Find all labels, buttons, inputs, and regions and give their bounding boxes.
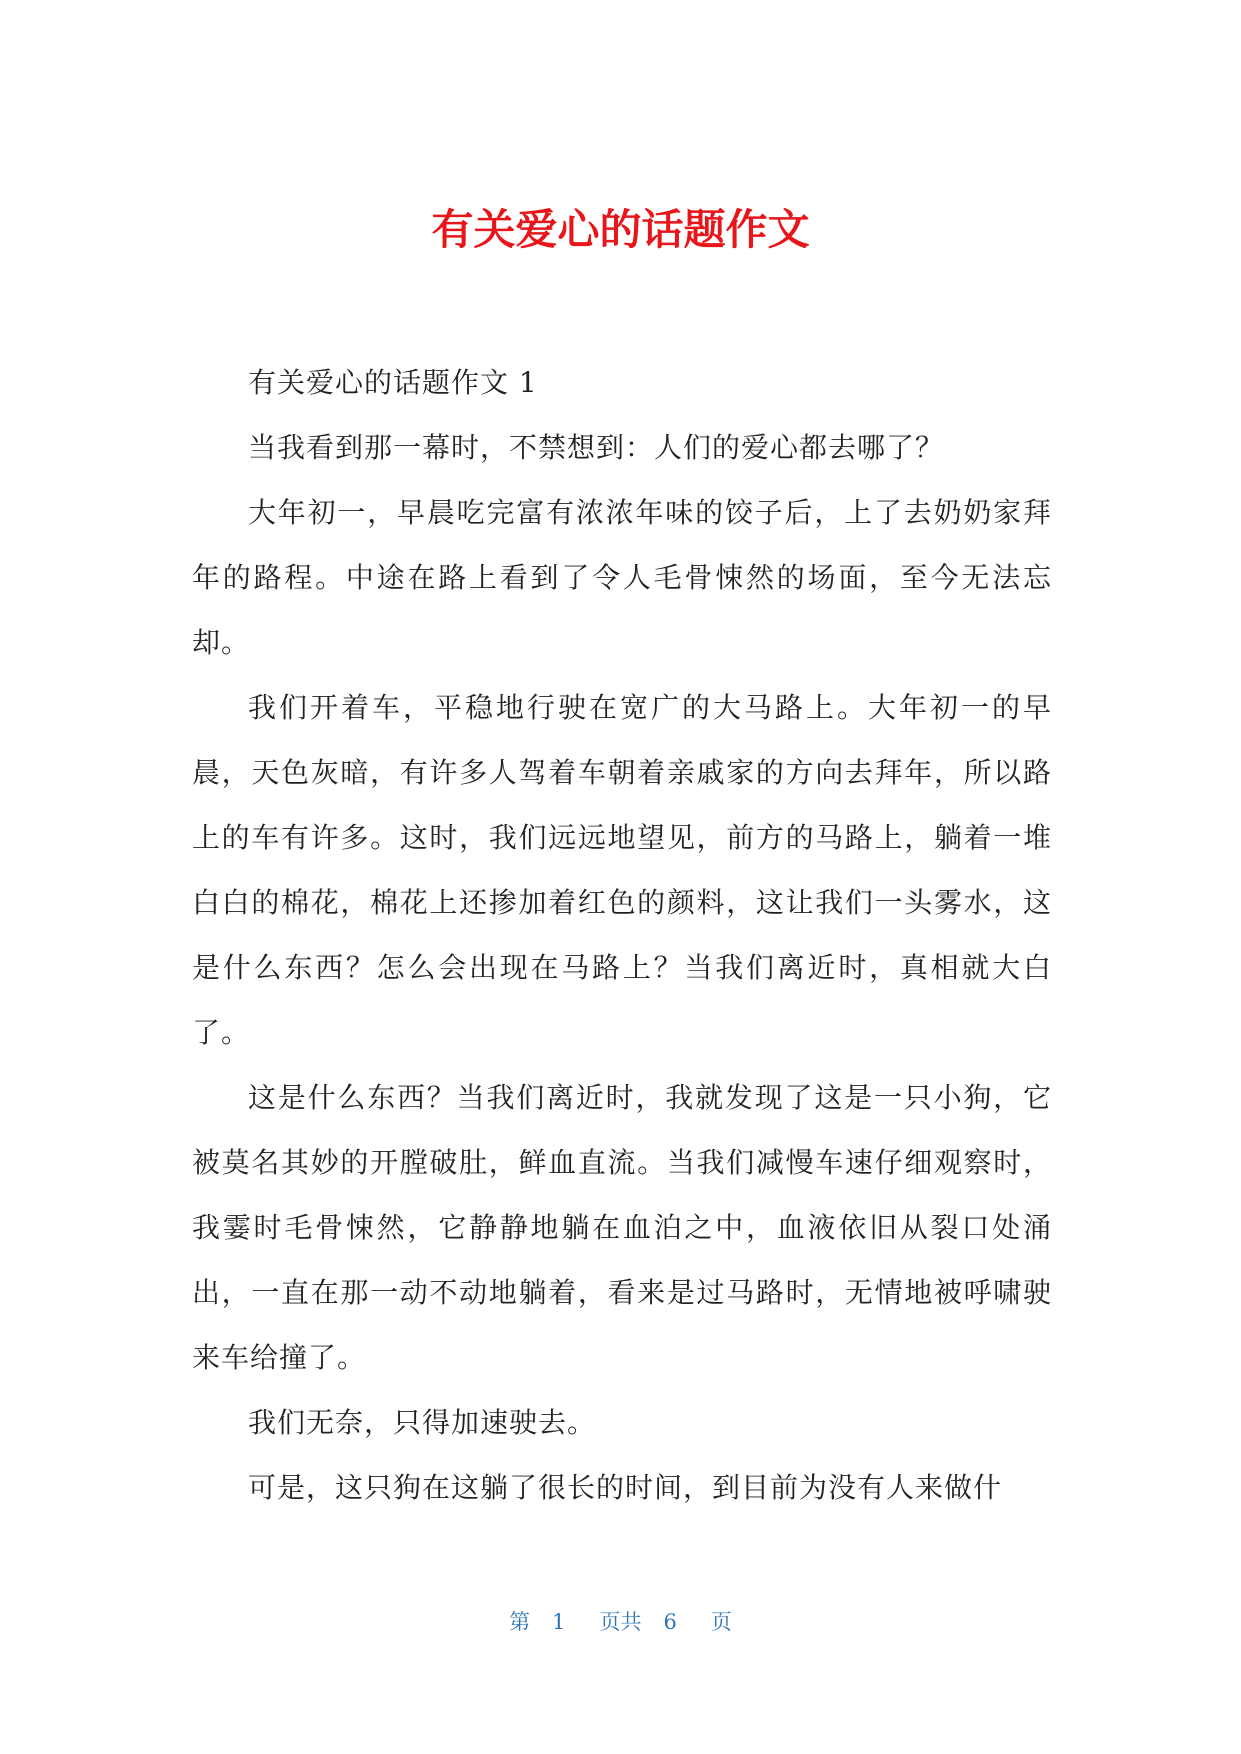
page-footer xyxy=(0,1606,1241,1636)
paragraph: 当我看到那一幕时，不禁想到：人们的爱心都去哪了？ xyxy=(248,431,945,464)
paragraph: 这是什么东西？当我们离近时，我就发现了这是一只小狗，它被莫名其妙的开膛破肚，鲜血直流。当我们减慢车速仔细观察时，我霎时毛骨悚然，它静静地躺在血泊之中，血液依旧从裂口处涌出，一直在那一动不动地躺着，看来是过马路时，无情地被呼啸驶来车给撞了。 xyxy=(192,1081,1052,1374)
paragraph-subtitle: 有关爱心的话题作文 1 xyxy=(248,366,538,399)
footer-page-suffix: 页 xyxy=(710,1610,732,1634)
paragraph: 我们开着车，平稳地行驶在宽广的大马路上。大年初一的早晨，天色灰暗，有许多人驾着车朝着亲戚家的方向去拜年，所以路上的车有许多。这时，我们远远地望见，前方的马路上，躺着一堆白白的棉花，棉花上还掺加着红色的颜料，这让我们一头雾水，这是什么东西？怎么会出现在马路上？当我们离近时，真相就大白了。 xyxy=(192,691,1052,1049)
footer-page-total: 6 xyxy=(663,1610,677,1634)
footer-page-number: 1 xyxy=(552,1610,566,1634)
paragraph: 我们无奈，只得加速驶去。 xyxy=(248,1406,597,1439)
footer-page-prefix: 第 xyxy=(509,1610,531,1634)
paragraph: 大年初一，早晨吃完富有浓浓年味的饺子后，上了去奶奶家拜年的路程。中途在路上看到了令人毛骨悚然的场面，至今无法忘却。 xyxy=(192,496,1052,659)
document-title: 有关爱心的话题作文 xyxy=(431,205,810,254)
footer-page-mid: 页共 xyxy=(599,1610,642,1634)
paragraph: 可是，这只狗在这躺了很长的时间，到目前为没有人来做什 xyxy=(248,1471,1003,1504)
document-body xyxy=(192,350,1052,1520)
